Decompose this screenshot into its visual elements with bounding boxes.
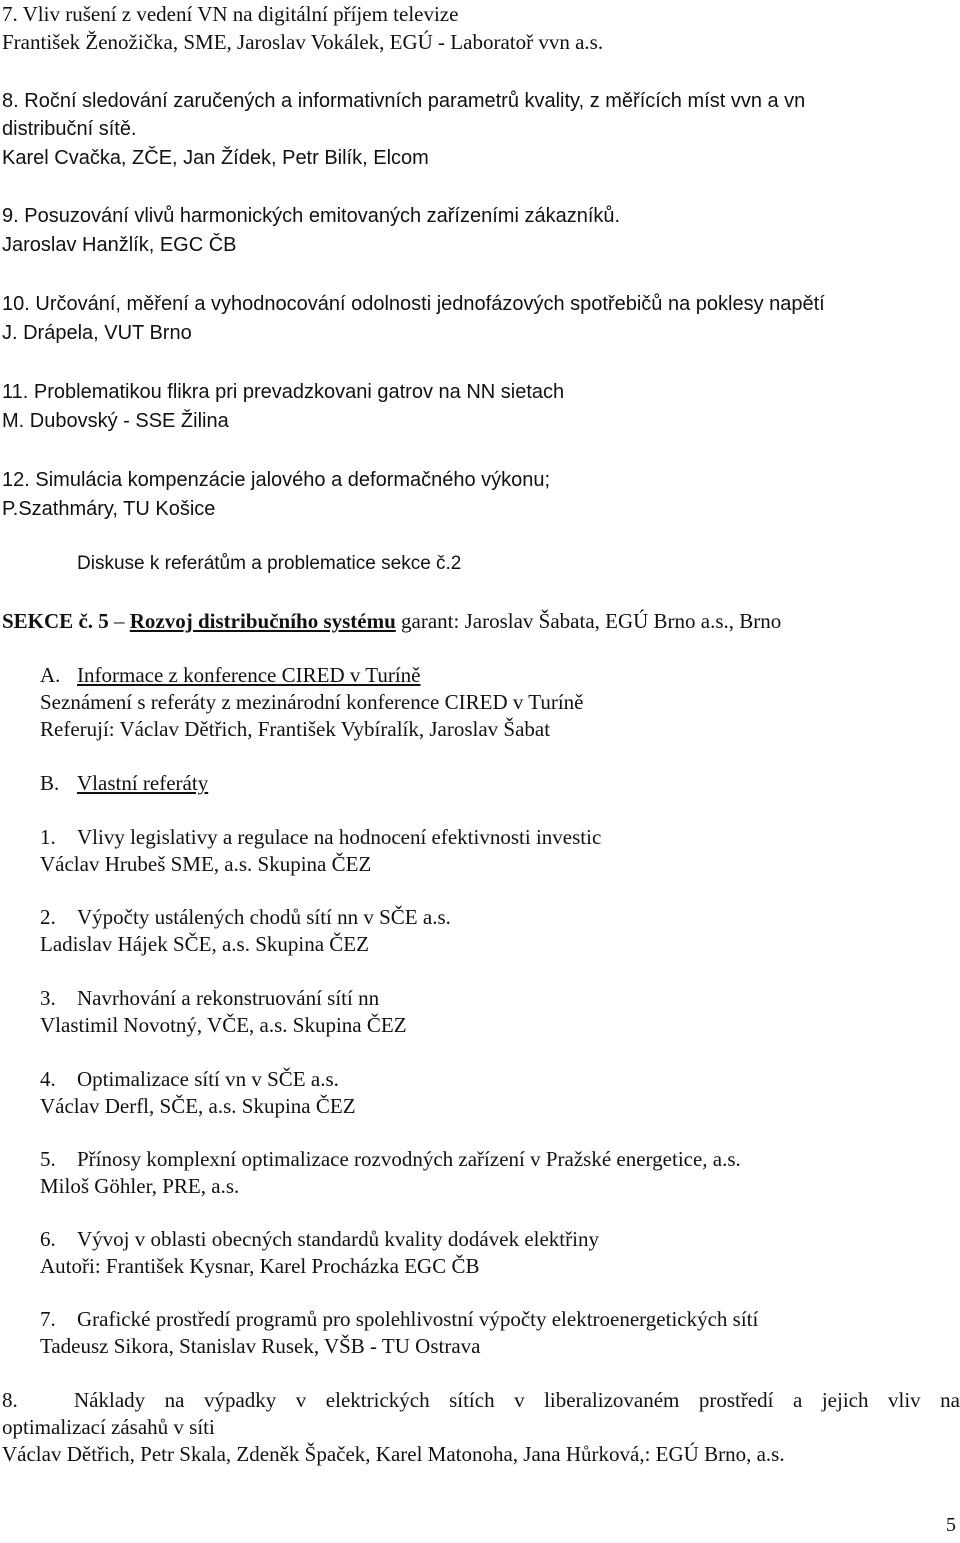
paper-1-title: 1. Vlivy legislativy a regulace na hodnocení efektivnosti investic xyxy=(40,825,602,849)
item-10-title: 10. Určování, měření a vyhodnocování odolnosti jednofázových spotřebičů na poklesy napětí xyxy=(2,293,825,315)
part-a-letter: A. xyxy=(40,663,61,687)
item-11-authors: M. Dubovský - SSE Žilina xyxy=(2,410,229,432)
item-11-title: 11. Problematikou flikra pri prevadzkovani gatrov na NN sietach xyxy=(2,381,565,403)
section-title: Rozvoj distribučního systému xyxy=(129,609,396,633)
paper-4-title: 4. Optimalizace sítí vn v SČE a.s. xyxy=(40,1067,339,1091)
paper-5-authors: Miloš Göhler, PRE, a.s. xyxy=(40,1174,240,1198)
item-8-authors: Karel Cvačka, ZČE, Jan Žídek, Petr Bilík, Elcom xyxy=(2,147,429,169)
paper-5-title: 5. Přínosy komplexní optimalizace rozvodných zařízení v Pražské energetice, a.s. xyxy=(40,1147,741,1171)
part-b-heading xyxy=(40,771,208,795)
page-number: 5 xyxy=(946,1514,956,1536)
item-9-authors: Jaroslav Hanžlík, EGC ČB xyxy=(2,234,237,256)
section-dash: – xyxy=(114,609,125,633)
discussion-note: Diskuse k referátům a problematice sekce č.2 xyxy=(77,553,462,574)
part-a-title: Informace z konference CIRED v Turíně xyxy=(77,663,421,687)
paper-2-authors: Ladislav Hájek SČE, a.s. Skupina ČEZ xyxy=(40,932,369,956)
paper-7-title: 7. Grafické prostředí programů pro spolehlivostní výpočty elektroenergetických sítí xyxy=(40,1307,759,1331)
item-7-authors: František Ženožička, SME, Jaroslav Vokálek, EGÚ - Laboratoř vvn a.s. xyxy=(2,30,604,54)
paper-4-authors: Václav Derfl, SČE, a.s. Skupina ČEZ xyxy=(40,1094,356,1118)
item-8-title: 8. Roční sledování zaručených a informativních parametrů kvality, z měřících míst vvn a vn xyxy=(2,90,806,112)
paper-6-title: 6. Vývoj v oblasti obecných standardů kvality dodávek elektřiny xyxy=(40,1227,599,1251)
part-a-heading xyxy=(40,663,420,687)
item-12-authors: P.Szathmáry, TU Košice xyxy=(2,498,216,520)
paper-3-authors: Vlastimil Novotný, VČE, a.s. Skupina ČEZ xyxy=(40,1013,407,1037)
part-a-line1: Seznámení s referáty z mezinárodní konference CIRED v Turíně xyxy=(40,690,584,714)
section-number: 5 xyxy=(98,609,109,633)
paper-1-authors: Václav Hrubeš SME, a.s. Skupina ČEZ xyxy=(40,852,372,876)
paper-8-authors: Václav Dětřich, Petr Skala, Zdeněk Špaček, Karel Matonoha, Jana Hůrková,: EGÚ Brno, a.s. xyxy=(2,1442,785,1466)
paper-3-title: 3. Navrhování a rekonstruování sítí nn xyxy=(40,986,380,1010)
item-9-title: 9. Posuzování vlivů harmonických emitovaných zařízeními zákazníků. xyxy=(2,205,621,227)
item-8-title-cont: distribuční sítě. xyxy=(2,118,137,140)
section-heading xyxy=(2,609,781,633)
part-b-title: Vlastní referáty xyxy=(77,771,209,795)
paper-7-authors: Tadeusz Sikora, Stanislav Rusek, VŠB - TU Ostrava xyxy=(40,1334,481,1358)
item-12-title: 12. Simulácia kompenzácie jalového a deformačného výkonu; xyxy=(2,469,551,491)
paper-8-title-cont: optimalizací zásahů v síti xyxy=(2,1415,215,1439)
item-10-authors: J. Drápela, VUT Brno xyxy=(2,322,192,344)
section-label: SEKCE č. xyxy=(2,609,94,633)
part-b-letter: B. xyxy=(40,771,60,795)
item-7-title: 7. Vliv rušení z vedení VN na digitální příjem televize xyxy=(2,2,459,26)
section-garant: garant: Jaroslav Šabata, EGÚ Brno a.s., Brno xyxy=(401,609,782,633)
paper-2-title: 2. Výpočty ustálených chodů sítí nn v SČE a.s. xyxy=(40,905,451,929)
paper-6-authors: Autoři: František Kysnar, Karel Procházka EGC ČB xyxy=(40,1254,480,1278)
part-a-line2: Referují: Václav Dětřich, František Vybíralík, Jaroslav Šabat xyxy=(40,717,551,741)
paper-8-title: 8. Náklady na výpadky v elektrických sítích v liberalizovaném prostředí a jejich vliv na xyxy=(2,1388,960,1412)
